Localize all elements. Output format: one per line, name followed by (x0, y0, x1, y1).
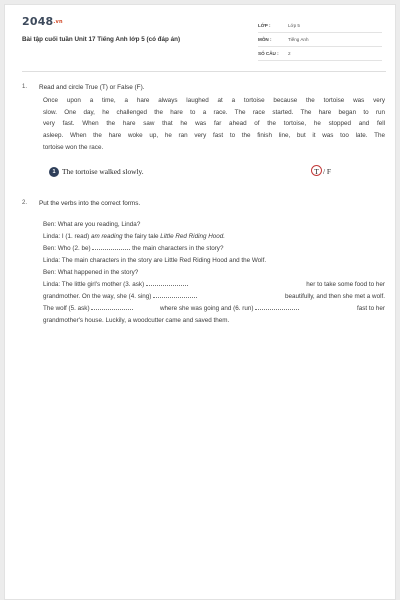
document-title: Bài tập cuối tuần Unit 17 Tiếng Anh lớp 5 (có đáp án) (22, 36, 181, 43)
answer-blank-4[interactable] (153, 292, 197, 298)
answer-blank-2[interactable] (92, 244, 130, 250)
question-1-number: 1. (22, 84, 28, 90)
answer-blank-6[interactable] (255, 304, 299, 310)
line-8-middle (160, 304, 299, 314)
line-text: the main characters in the story? (130, 245, 224, 252)
line-text: the fairy tale (122, 233, 161, 240)
dialogue-line-6 (43, 280, 188, 290)
false-option[interactable]: F (326, 167, 332, 176)
true-option-circled[interactable]: T (311, 165, 322, 176)
meta-value: Tiếng Anh (288, 37, 309, 42)
line-text: Linda: The little girl's mother (3. ask) (43, 281, 145, 288)
meta-value: Lớp 5 (288, 23, 300, 28)
line-text: where she was going and (6. run) (160, 305, 254, 312)
answer-blank-3[interactable] (146, 280, 188, 286)
dialogue-line-1: Ben: What are you reading, Linda? (43, 221, 141, 228)
line-7-tail: beautifully, and then she met a wolf. (285, 293, 385, 300)
question-1-instruction: Read and circle True (T) or False (F). (39, 84, 145, 91)
meta-row-subject (258, 33, 382, 47)
answer-separator: / (323, 167, 326, 176)
meta-row-question-count (258, 47, 382, 61)
passage-line: slow. One day, he challenged the hare to a race. The race started. The hare began to run (43, 108, 385, 116)
meta-row-class (258, 19, 382, 33)
line-text: Linda: I (1. read) (43, 233, 91, 240)
line-text: grandmother. On the way, she (4. sing) (43, 293, 152, 300)
question-1-passage (43, 95, 385, 154)
dialogue-line-3 (43, 244, 223, 254)
question-2-instruction: Put the verbs into the correct forms. (39, 200, 141, 207)
passage-line: Once upon a time, a hare always laughed at a tortoise because the tortoise was very (43, 97, 385, 104)
meta-key: LỚP : (258, 23, 271, 28)
logo-suffix: .vn (53, 19, 63, 25)
example-statement: The tortoise walked slowly. (62, 167, 144, 176)
worksheet-page (4, 4, 396, 600)
dialogue-line-4: Linda: The main characters in the story are Little Red Riding Hood and the Wolf. (43, 257, 267, 264)
meta-key: MÔN : (258, 37, 272, 42)
header-divider (22, 71, 386, 72)
line-text: The wolf (5. ask) (43, 305, 90, 312)
passage-line: asleep. When the hare woke up, he ran very fast to the finish line, but it was too late. The (43, 132, 385, 140)
example-number-badge: 1 (49, 167, 59, 177)
example-answer-text: am reading (90, 233, 123, 240)
dialogue-line-7 (43, 292, 197, 302)
dialogue-line-8 (43, 304, 133, 314)
dialogue-line-5: Ben: What happened in the story? (43, 269, 139, 276)
line-text: Ben: Who (2. be) (43, 245, 93, 252)
passage-line: very fast. When the hare saw that he was far ahead of the tortoise, he stopped and fell (43, 120, 385, 128)
example-answer (311, 165, 331, 176)
dialogue-line-2 (43, 232, 225, 242)
meta-key: SỐ CÂU : (258, 51, 279, 56)
question-2-number: 2. (22, 200, 28, 206)
site-logo[interactable] (22, 15, 63, 28)
line-8-tail: fast to her (356, 305, 385, 312)
dialogue-line-9: grandmother's house. Luckily, a woodcutter came and saved them. (43, 317, 230, 324)
logo-text: 2048 (22, 15, 54, 28)
answer-blank-5[interactable] (91, 304, 133, 310)
story-title: Little Red Riding Hood. (160, 233, 226, 240)
passage-line: tortoise won the race. (43, 143, 104, 151)
meta-value: 2 (288, 51, 291, 56)
line-6-tail: her to take some food to her (306, 281, 385, 288)
